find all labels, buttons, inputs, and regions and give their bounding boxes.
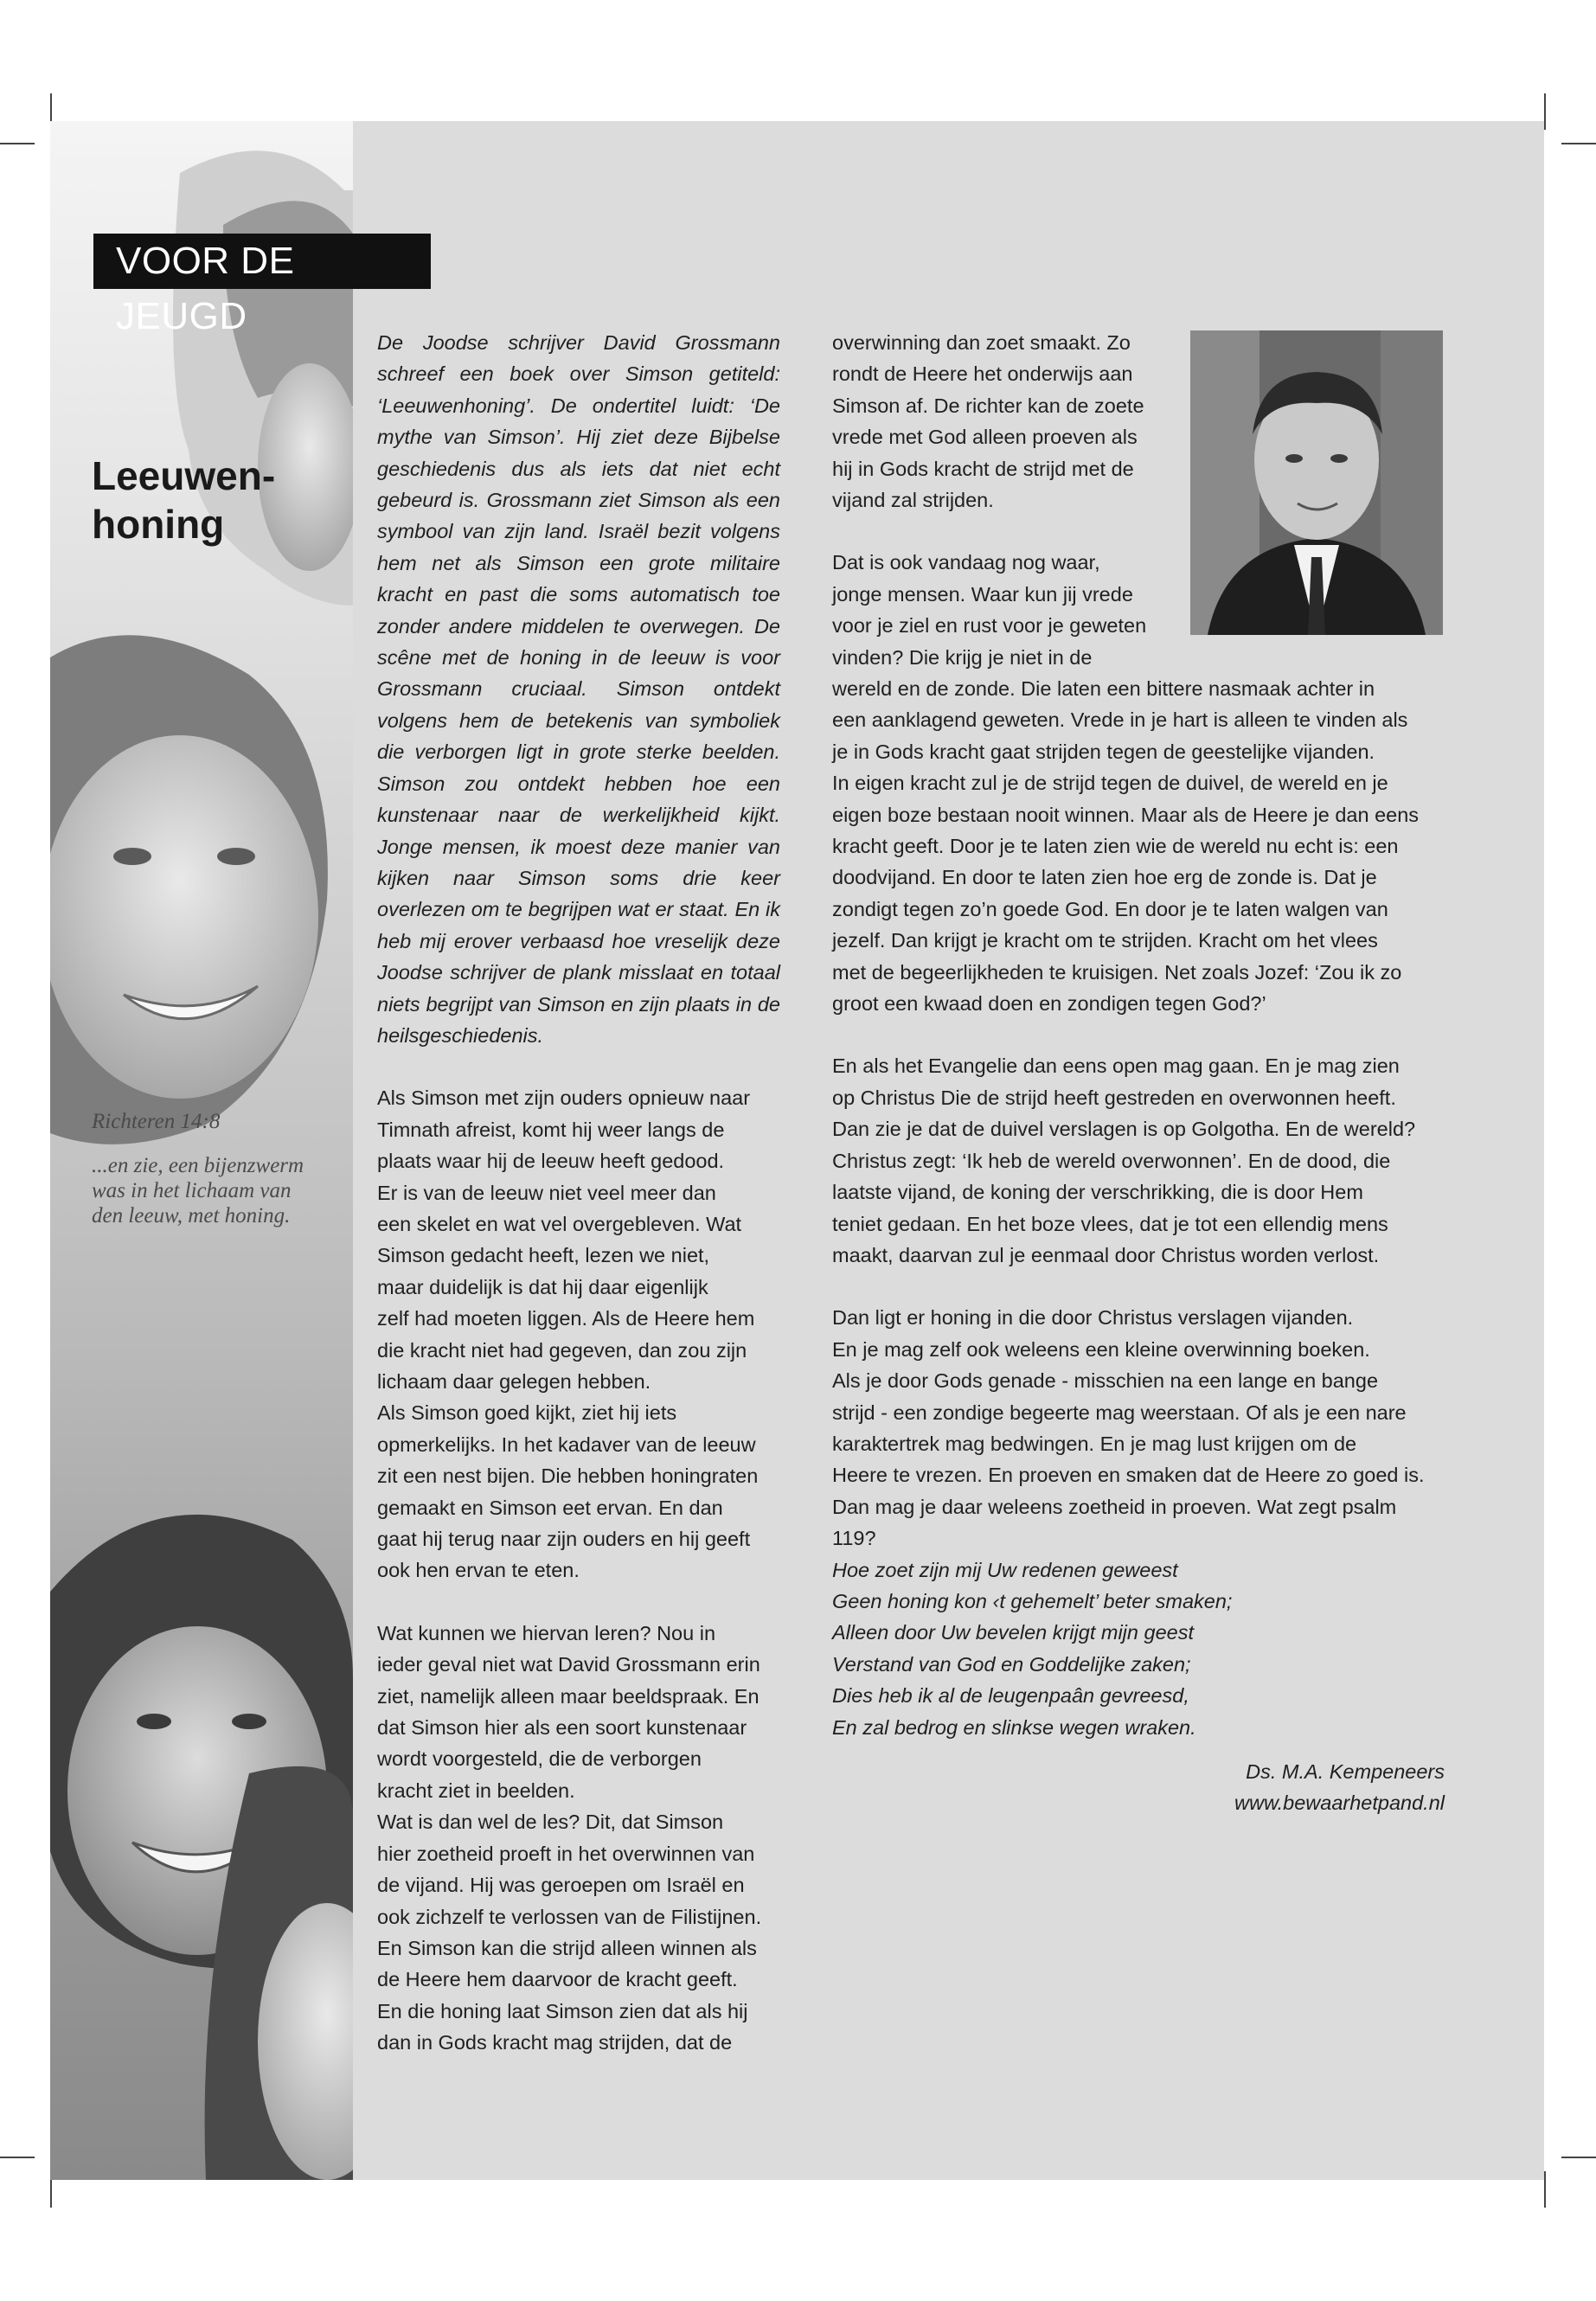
text-line: En die honing laat Simson zien dat als hij — [377, 1999, 748, 2022]
text-line: teniet gedaan. En het boze vlees, dat je tot een ellendig mens — [832, 1212, 1388, 1235]
text-line: En Simson kan die strijd alleen winnen als — [377, 1936, 757, 1959]
crop-mark — [1561, 143, 1596, 144]
left-paragraph-1 — [377, 1082, 780, 1586]
text-line: doodvijand. En door te laten zien hoe erg de zonde is. Dat je — [832, 866, 1377, 889]
text-line: Alleen door Uw bevelen krijgt mijn geest — [832, 1621, 1194, 1644]
text-line: ziet, namelijk alleen maar beeldspraak. En — [377, 1684, 760, 1708]
crop-mark — [0, 2157, 35, 2158]
text-line: karaktertrek mag bedwingen. En je mag lust krijgen om de — [832, 1432, 1357, 1455]
text-line: Hoe zoet zijn mij Uw redenen geweest — [832, 1558, 1178, 1581]
text-line: Dan ligt er honing in die door Christus verslagen vijanden. — [832, 1306, 1354, 1330]
right-top-paragraph-1 — [832, 327, 1178, 516]
text-line: gaat hij terug naar zijn ouders en hij geeft — [377, 1528, 751, 1551]
text-line: Als Simson goed kijkt, ziet hij iets — [377, 1401, 677, 1425]
portrait-illustration — [1190, 330, 1443, 635]
text-line: hij in Gods kracht de strijd met de — [832, 457, 1134, 480]
text-line: zelf had moeten liggen. Als de Heere hem — [377, 1307, 755, 1330]
title-line-1: Leeuwen- — [92, 453, 276, 498]
text-line: kracht geeft. Door je te laten zien wie de wereld nu echt is: een — [832, 835, 1399, 858]
crop-mark — [1544, 93, 1546, 130]
scripture-quote — [92, 1109, 308, 1228]
text-line: lichaam daar gelegen hebben. — [377, 1370, 651, 1393]
text-line: maakt, daarvan zul je eenmaal door Christus worden verlost. — [832, 1243, 1380, 1266]
text-line: voor je ziel en rust voor je geweten — [832, 614, 1147, 638]
text-line: Dan mag je daar weleens zoetheid in proeven. Wat zegt psalm — [832, 1495, 1397, 1518]
text-line: ieder geval niet wat David Grossmann erin — [377, 1653, 760, 1676]
left-paragraph-2 — [377, 1618, 780, 2059]
text-line: vijand zal strijden. — [832, 489, 994, 512]
text-line: de vijand. Hij was geroepen om Israël en — [377, 1874, 745, 1897]
author-portrait — [1190, 330, 1443, 635]
right-paragraph-2 — [832, 1050, 1452, 1271]
crop-mark — [0, 143, 35, 144]
text-line: rondt de Heere het onderwijs aan — [832, 362, 1133, 386]
article-title — [92, 452, 282, 548]
text-line: Als je door Gods genade - misschien na een lange en bange — [832, 1369, 1379, 1393]
text-line: jonge mensen. Waar kun jij vrede — [832, 582, 1133, 606]
text-line: Dies heb ik al de leugenpaân gevreesd, — [832, 1684, 1189, 1708]
text-line: ook hen ervan te eten. — [377, 1559, 580, 1582]
right-column — [832, 673, 1452, 1743]
text-line: En je mag zelf ook weleens een kleine overwinning boeken. — [832, 1337, 1370, 1361]
text-line: plaats waar hij de leeuw heeft gedood. — [377, 1150, 725, 1173]
text-line: je in Gods kracht gaat strijden tegen de geestelijke vijanden. — [832, 740, 1375, 763]
text-line: laatste vijand, de koning der verschrikking, die is door Hem — [832, 1181, 1363, 1204]
text-line: Christus zegt: ‘Ik heb de wereld overwonnen’. En de dood, die — [832, 1149, 1391, 1172]
text-line: Wat kunnen we hiervan leren? Nou in — [377, 1621, 716, 1644]
text-line: Timnath afreist, komt hij weer langs de — [377, 1118, 725, 1141]
text-line: kracht ziet in beelden. — [377, 1779, 575, 1802]
text-line: die kracht niet had gegeven, dan zou zijn — [377, 1338, 747, 1362]
right-top-column — [832, 327, 1178, 673]
text-line: groot een kwaad doen en zondigen tegen God?’ — [832, 992, 1266, 1016]
text-line: strijd - een zondige begeerte mag weerstaan. Of als je een nare — [832, 1400, 1407, 1424]
text-line: Verstand van God en Goddelijke zaken; — [832, 1652, 1191, 1676]
text-line: hier zoetheid proeft in het overwinnen van — [377, 1842, 755, 1865]
text-line: een skelet en wat vel overgebleven. Wat — [377, 1212, 742, 1235]
text-line: overwinning dan zoet smaakt. Zo — [832, 331, 1131, 354]
author-name: Ds. M.A. Kempeneers — [1246, 1760, 1445, 1783]
text-line: Simson gedacht heeft, lezen we niet, — [377, 1244, 710, 1267]
text-line: Wat is dan wel de les? Dit, dat Simson — [377, 1811, 724, 1834]
text-line: een aanklagend geweten. Vrede in je hart is alleen te vinden als — [832, 708, 1408, 732]
text-line: Geen honing kon ‹t gehemelt’ beter smaken; — [832, 1589, 1233, 1612]
left-column — [377, 327, 780, 2059]
text-line: Heere te vrezen. En proeven en smaken dat de Heere zo goed is. — [832, 1464, 1425, 1487]
text-line: In eigen kracht zul je de strijd tegen de duivel, de wereld en je — [832, 772, 1388, 795]
scripture-text: ...en zie, een bijenzwerm was in het lichaam van den leeuw, met honing. — [92, 1154, 304, 1227]
right-top-paragraph-2 — [832, 547, 1178, 673]
text-line: met de begeerlijkheden te kruisigen. Net zoals Jozef: ‘Zou ik zo — [832, 960, 1402, 984]
author-website[interactable]: www.bewaarhetpand.nl — [1234, 1791, 1445, 1814]
psalm-quote — [832, 1554, 1452, 1743]
text-line: dan in Gods kracht mag strijden, dat de — [377, 2031, 733, 2054]
text-line: op Christus Die de strijd heeft gestreden en overwonnen heeft. — [832, 1086, 1396, 1109]
text-line: wereld en de zonde. Die laten een bittere nasmaak achter in — [832, 677, 1375, 700]
crop-mark — [1561, 2157, 1596, 2158]
text-line: ook zichzelf te verlossen van de Filistijnen. — [377, 1905, 762, 1928]
text-line: zit een nest bijen. Die hebben honingraten — [377, 1465, 759, 1488]
text-line: 119? — [832, 1527, 876, 1550]
signature — [1099, 1756, 1445, 1818]
text-line: zondigt tegen zo’n goede God. En door je te laten walgen van — [832, 897, 1388, 920]
text-line: Simson af. De richter kan de zoete — [832, 394, 1144, 417]
right-paragraph-3 — [832, 1302, 1452, 1554]
text-line: En zal bedrog en slinkse wegen wraken. — [832, 1715, 1196, 1739]
text-line: Als Simson met zijn ouders opnieuw naar — [377, 1086, 751, 1110]
scripture-reference: Richteren 14:8 — [92, 1110, 221, 1133]
text-line: eigen boze bestaan nooit winnen. Maar als de Heere je dan eens — [832, 803, 1420, 826]
text-line: maar duidelijk is dat hij daar eigenlijk — [377, 1275, 708, 1298]
text-line: En als het Evangelie dan eens open mag gaan. En je mag zien — [832, 1054, 1400, 1078]
crop-mark — [1544, 2171, 1546, 2208]
text-line: Dan zie je dat de duivel verslagen is op Golgotha. En de wereld? — [832, 1118, 1416, 1141]
text-line: gemaakt en Simson eet ervan. En dan — [377, 1496, 723, 1519]
text-line: jezelf. Dan krijgt je kracht om te strijden. Kracht om het vlees — [832, 929, 1378, 952]
text-line: opmerkelijks. In het kadaver van de leeuw — [377, 1433, 756, 1456]
text-line: vinden? Die krijg je niet in de — [832, 645, 1093, 669]
text-line: dat Simson hier als een soort kunstenaar — [377, 1716, 747, 1740]
title-line-2: honing — [92, 502, 225, 547]
text-line: de Heere hem daarvoor de kracht geeft. — [377, 1968, 738, 1991]
section-label: VOOR DE JEUGD — [93, 234, 431, 289]
text-line: Er is van de leeuw niet veel meer dan — [377, 1181, 716, 1204]
text-line: Dat is ook vandaag nog waar, — [832, 551, 1100, 574]
right-paragraph-1 — [832, 673, 1452, 1019]
text-line: wordt voorgesteld, die de verborgen — [377, 1747, 702, 1771]
text-line: vrede met God alleen proeven als — [832, 426, 1138, 449]
intro-paragraph: De Joodse schrijver David Grossmann schreef een boek over Simson getiteld: ‘Leeuwenhoning’. De ondertitel luidt: ‘De mythe van Simson’. Hij ziet deze Bijbelse geschiedenis dus als iets dat niet echt gebeurd is. Grossmann ziet Simson als een symbool van zijn land. Israël bezit volgens hem net als Simson een grote militaire kracht en past die soms automatisch toe zonder andere middelen te overwegen. De scêne met de honing in de leeuw is voor Grossmann cruciaal. Simson ontdekt volgens hem de betekenis van symboliek die verborgen ligt in grote sterke beelden. Simson zou ontdekt hebben hoe een kunstenaar naar de werkelijkheid kijkt. Jonge mensen, ik moest deze manier van kijken naar Simson soms drie keer overlezen om te begrijpen wat er staat. En ik heb mij erover verbaasd hoe vreselijk deze Joodse schrijver de plank misslaat en totaal niets begrijpt van Simson en zijn plaats in de heilsgeschiedenis. — [377, 331, 780, 1047]
